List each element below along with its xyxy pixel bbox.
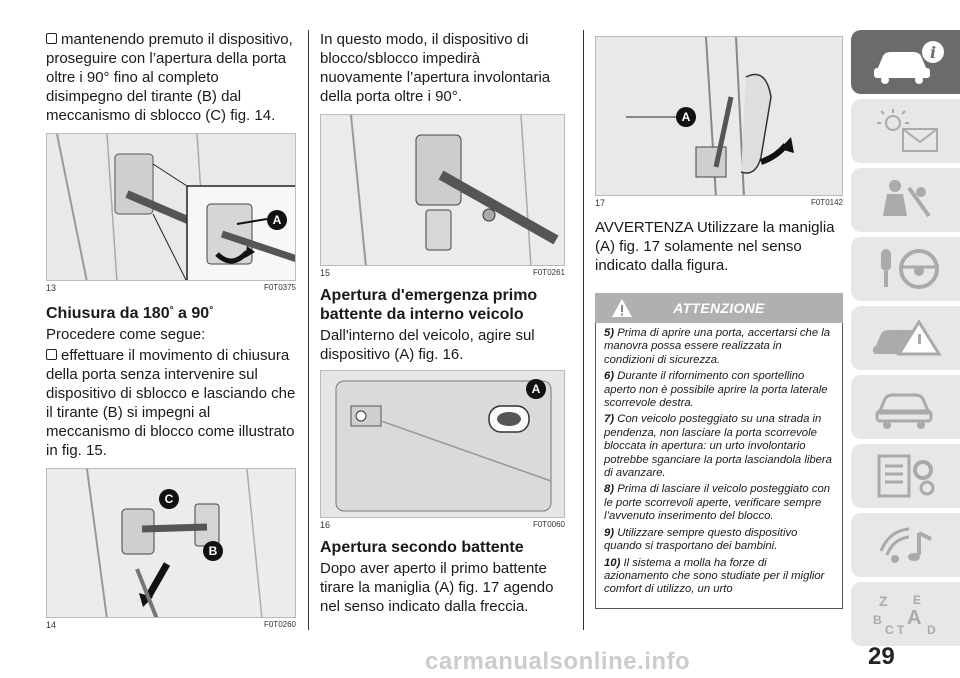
figure-14-label-b: B [203,541,223,561]
page-number: 29 [868,643,895,670]
index-letter-e: E [913,593,922,607]
attention-item-number: 10) [604,556,621,569]
attention-item [604,483,834,523]
figure-16 [320,370,565,518]
figure-17-caption: 17 F0T0142 [595,198,843,208]
column-1 [46,30,296,630]
tab-index[interactable] [851,582,960,646]
figure-13-label-a: A [267,210,287,230]
column-3 [595,30,843,609]
attention-item-text: Durante il rifornimento con sportellino aperto non è possibile aprire la porta laterale scorrevole destra. [604,370,828,410]
key-steering-icon [869,245,949,293]
watermark: carmanualsonline.info [425,648,691,675]
hinge-locked-illustration [321,115,565,266]
warning-triangle-icon [611,298,633,318]
attention-item [604,557,834,597]
attention-item-number: 9) [604,526,615,539]
attention-item [604,527,834,554]
paragraph-second-door: Dopo aver aperto il primo battente tirare la maniglia (A) fig. 17 agendo nel senso indicato dalla freccia. [320,560,554,615]
tab-starting-driving[interactable] [851,237,960,301]
attention-item-number: 8) [604,483,615,496]
attention-header [595,293,843,323]
intro-paragraph: mantenendo premuto il dispositivo, proseguire con l’apertura della porta oltre i 90° fino al completo disimpegno del tirante (B) dal meccanismo di sblocco (C) fig. 14. [46,31,293,124]
index-letter-t: T [897,623,905,637]
index-letter-c: C [885,623,894,637]
index-letter-d: D [927,623,936,637]
warning-paragraph: AVVERTENZA Utilizzare la maniglia (A) fig. 17 solamente nel senso indicato dalla figura. [595,219,835,274]
chapter-tabs [851,30,960,651]
tab-multimedia[interactable] [851,513,960,577]
car-info-icon [869,38,949,86]
index-icon [869,590,949,638]
tab-vehicle-info[interactable] [851,30,960,94]
index-letter-z: Z [879,593,888,609]
column-divider-1 [308,30,309,630]
section-heading-emergency-opening: Apertura d'emergenza primo battente da interno veicolo [320,287,538,323]
checkbox-bullet-icon [46,349,57,360]
tab-technical-data[interactable] [851,444,960,508]
figure-14 [46,468,296,618]
index-letter-b: B [873,613,882,627]
safety-seat-icon [869,176,949,224]
column-2 [320,30,565,622]
procedure-intro: Procedere come segue: [46,326,206,343]
attention-item [604,327,834,367]
figure-15 [320,114,565,266]
tab-maintenance[interactable] [851,375,960,439]
attention-item-number: 7) [604,413,615,426]
figure-16-label-a: A [526,379,546,399]
door-hinge-illustration [47,134,296,281]
rear-door-handle-illustration [596,37,843,196]
attention-item-text: Il sistema a molla ha forze di azionamento che sono studiate per il miglior comfort di utilizzo, un urto [604,556,825,596]
section-heading-closing: Chiusura da 180° a 90° [46,305,214,322]
figure-16-caption: 16 F0T0060 [320,520,565,530]
attention-item-text: Utilizzare sempre questo dispositivo quando si trasportano dei bambini. [604,526,798,553]
maintenance-icon [869,383,949,431]
attention-item [604,370,834,410]
multimedia-icon [869,521,949,569]
attention-box [595,323,843,609]
checkbox-bullet-icon [46,33,57,44]
attention-title: ATTENZIONE [673,300,765,316]
emergency-icon [869,314,949,362]
figure-17 [595,36,843,196]
svg-text:i: i [929,43,937,62]
attention-item-text: Prima di lasciare il veicolo posteggiato con le porte scorrevoli aperte, verificare sempre l’avvenuto inserimento del blocco. [604,483,831,523]
attention-item-number: 6) [604,370,615,383]
lights-message-icon [869,107,949,155]
tab-emergency[interactable] [851,306,960,370]
attention-item [604,413,834,480]
figure-17-label-a: A [676,107,696,127]
figure-14-caption: 14 F0T0260 [46,620,296,630]
figure-13 [46,133,296,281]
attention-item-text: Prima di aprire una porta, accertarsi che la manovra possa essere realizzata in condizioni di sicurezza. [604,327,831,366]
tab-lights-messages[interactable] [851,99,960,163]
section-heading-second-door: Apertura secondo battente [320,539,524,556]
index-letter-a: A [907,607,922,629]
column-divider-2 [583,30,584,630]
attention-item-text: Con veicolo posteggiato su una strada in pendenza, non lasciare la porta scorrevole bloccata in apertura: un urto involontario potrebbe sganciare la porta lasciandola libera di avanzare. [604,413,832,480]
paragraph-emergency: Dall'interno del veicolo, agire sul dispositivo (A) fig. 16. [320,327,535,363]
procedure-step: effettuare il movimento di chiusura della porta senza intervenire sul dispositivo di sblocco e lasciando che il tirante (B) si impegni al meccanismo di blocco come illustrato in fig. 15. [46,347,296,459]
figure-15-caption: 15 F0T0261 [320,268,565,278]
attention-item-number: 5) [604,327,615,339]
tab-safety[interactable] [851,168,960,232]
technical-data-icon [869,452,949,500]
figure-14-label-c: C [159,489,179,509]
figure-13-caption: 13 F0T0375 [46,283,296,293]
paragraph-block-device: In questo modo, il dispositivo di blocco/sblocco impedirà nuovamente l’apertura involontaria della porta oltre i 90°. [320,31,551,105]
